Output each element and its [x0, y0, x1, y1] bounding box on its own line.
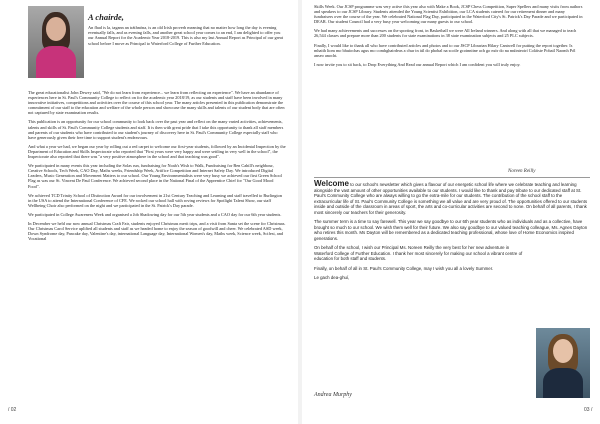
body-paragraph: On behalf of the school, I wish our Principal Ms. Noreen Reilly the very best for her new adventure in Waterford College of Further Education. I thank her most sincerely for making our school a vibrant centre of education for both staff and students. [314, 245, 523, 262]
body-paragraph: We participated in College Awareness Week and organised a Job Shadowing day for our 5th year students and a CAO day for our 6th year students. [28, 211, 282, 217]
page-number-right: 03 / [584, 407, 593, 413]
body-paragraph: We had many achievements and successes on the sporting front, in Basketball we were All Ireland winners. And along with all that we managed to teach 26,544 classes and prepare more than 200 students for state examinations in 38 state examination subjects and 25 PLC subjects. [314, 28, 577, 39]
welcome-paragraph [314, 181, 588, 216]
body-paragraph: Finally, I would like to thank all who have contributed articles and photos and to our JSCP Librarian Hilary Cantwell for putting the report together. Is mhaith liom mo bhuíochas agus mo comhghairdeas a chur in iúl do phobal na scoile gcoinnitne ach go mór do na múinteoirí Coláiste Pobail Naomh Pól anseo anocht. [314, 42, 576, 58]
body-paragraph: In December we held our now annual Christmas Craft Fair, students enjoyed Christmas merit trips, and a visit from Santa set the scene for Christmas. Our Christmas Carol Service uplifted all students and staff as we headed home to enjoy the season of goodwill and cheer. We celebrated ASD week, Down Syndrome day, Pancake day, Valentine's day, international Language day, International Women's day, Maths week, Science week, Scifest, and Vocational [28, 220, 286, 242]
deputy-signature: Andrea Murphy [314, 392, 352, 398]
principal-letter-continued [314, 4, 584, 71]
deputy-welcome-letter [314, 181, 588, 284]
body-paragraph: This publication is an opportunity for our school community to look back over the past year and reflect on the many varied activities, achievements, talents and skills of St. Paul's Community College students and staff. It is then with great pride that I take this opportunity to thank all staff members and parents of our students who have contributed to our student's journey of discovery here in St. Paul's Community College especially staff who have generously given their free time to support student's endeavours. [28, 119, 284, 140]
intro-paragraph: An fhad is la, tagann an tráthnóna, is an old Irish proverb meaning that no matter how long the day is evening eventually falls, and as evening falls, and another great school year comes to an end, I am delighted to offer you our Annual Report for the Academic Year 2018-2019. This is also my last Annual Report as Principal of our great school before I move as Principal to Waterford College of Further Education. [88, 25, 284, 46]
body-paragraph: We achieved TCD Trinity School of Distinction Award for our involvement in 21st Century Teaching and Learning and staff travelled to Burlington in the USA to attend the International Conference of CFE. We rocked our school hall with roving reviews for Spotlight Talent Show, our staff Wellbeing Choir also performed on the night and we participated in the St. Patrick's Day parade. [28, 192, 282, 208]
body-paragraph: The great educationalist John Dewey said, "We do not learn from experience... we learn from reflecting on experience". We have an abundance of experiences here in St. Paul's Community College to reflect on for the academic year 2018/19, as our students and staff have been involved in many innovative initiatives, competitions and activities over the course of this school year. The many articles presented in this publication demonstrate the commitment of our staff to the education and welfare of the whole person and showcase the many skills and talents of our student body that are often not captured by state examination results. [28, 90, 285, 116]
principal-signature: Noreen Reilly [508, 169, 536, 174]
body-paragraph: The summer term is a time to say farewell. This year we say goodbye to our 6th year students who as individuals and as a collective, have brought so much to our school. We wish them well for their future. We also say goodbye to our valued teaching colleague, Ms. Agnes Dayton who retires this month. Ms Dayton will be remembered as a dedicated teaching professional, whose love of Home Economics inspired generations. [314, 219, 588, 241]
body-paragraph: I now invite you to sit back, to Drop Everything And Read our annual Report which I am confident you will truly enjoy. [314, 61, 521, 67]
body-paragraph: Skills Week. Our JCSP programme was very active this year also with Make a Book, JCSP Chess Competition, Super Spellers and many visits from authors and speakers to our JCSP Library. Students attended the Young Scientist Exhibition, our LCA students catered for our retirement dinner and many fundraisers over the course of the year. We celebrated National Flag Day, participated in the Waterford City's St. Patrick's Day Parade and we participated in DEAR. Our student Council had a very busy year welcoming our many guests to our school. [314, 4, 583, 25]
page-number-left: / 02 [8, 407, 17, 413]
welcome-word: Welcome [314, 179, 349, 188]
closing-line: Le gach dea-ghuí, [314, 274, 350, 280]
left-page [0, 0, 298, 424]
welcome-lead-text: to our school's newsletter which gives a flavour of our energetic school life where we celebrate teaching and learning alongside the vast amount of other opportunities available to our students. I would like to thank and pay tribute to our dedicated staff at St. Paul's Community College who are always willing to go the extra-mile for our students. The contribution of the school staff to the extracurricular life of St. Paul's Community College is something we all value and are very proud of. The opportunities offered to our students inside and outside of the classroom in areas of sport, the arts and co-curricular activities are second to none. On behalf of all parents, I thank most sincerely our teachers for their generosity. [314, 182, 588, 215]
greeting-heading: A chairde, [88, 12, 124, 22]
deputy-principal-photo [536, 328, 590, 398]
principal-photo [28, 6, 84, 78]
section-divider [314, 177, 590, 178]
body-paragraph: Finally, on behalf of all in St. Paul's Community College, may I wish you all a lovely Summer. [314, 265, 494, 271]
right-page [302, 0, 600, 424]
body-paragraph: We participated in many events this year including the Solas run, fundraising for Noah's Wish to Walk, Fundraising for Ben Cahill's neighbour, Creative Schools, Tech Week, CAO Day, Maths weeks, Friendship Week, Artifice Competition and Internet Safety Day. We introduced Digital Leaders, Music Generation and Movement Matters to our school. Our Young Environmentalists were very busy we achieved our first Green School Flag as was our St. Vincent De Paul Conference. We achieved second place in the National Final of the Apprentice Chief for "Our Good Mood Food". [28, 163, 282, 189]
body-paragraph: And what a year we had, we began our year by rolling out a red carpet to welcome our first-year students, followed by an Incidental Inspection by the Department of Education and Skills Inspectorate who reported that "First years were very happy and were settling in very well in the school", the Inspectorate also reported that there was "a very positive atmosphere in the school and that teaching was good". [28, 143, 286, 160]
left-body-text [28, 90, 286, 245]
